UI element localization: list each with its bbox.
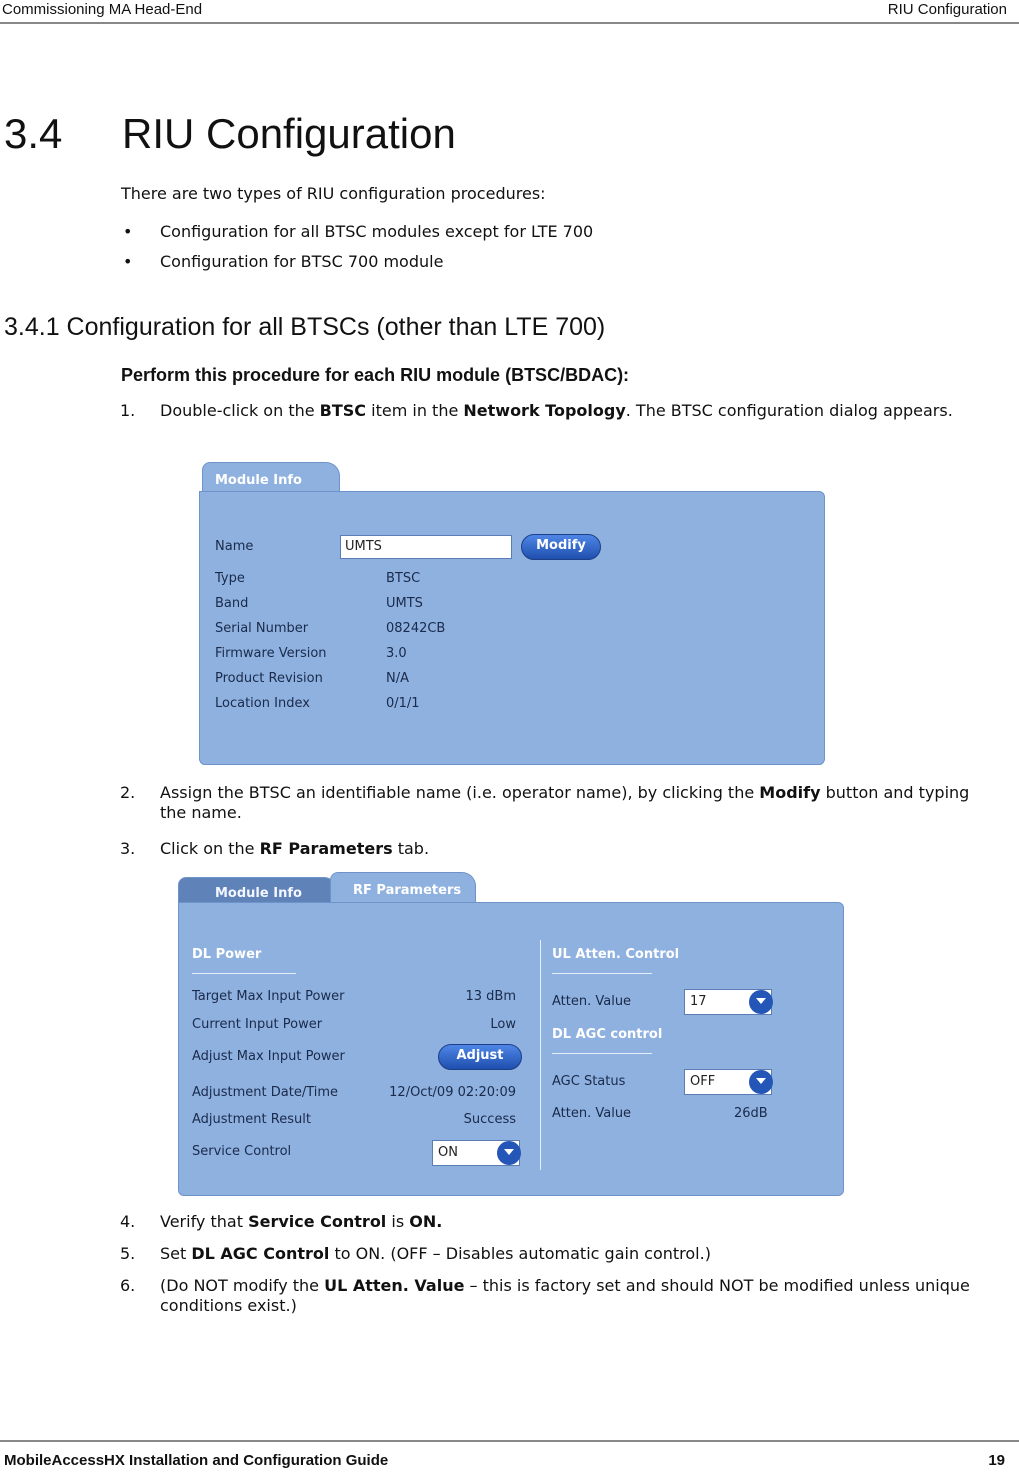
serial-value: 08242CB: [386, 621, 446, 636]
band-label: Band: [215, 596, 249, 611]
step-text: Verify that: [160, 1212, 249, 1231]
bullet-item: • Configuration for all BTSC modules except for LTE 700: [160, 222, 1000, 242]
ul-atten-heading: UL Atten. Control: [552, 947, 680, 962]
agc-atten-label: Atten. Value: [552, 1106, 632, 1121]
step-bold: BTSC: [319, 401, 367, 420]
step-number: 2.: [120, 783, 136, 802]
section-title: [4, 110, 456, 158]
adj-date-value: 12/Oct/09 02:20:09: [389, 1085, 516, 1100]
page-footer: [0, 1440, 1019, 1442]
step-bold: ON.: [409, 1212, 443, 1231]
tab-module-info[interactable]: Module Info: [202, 462, 340, 498]
ul-atten-value-label: Atten. Value: [552, 994, 632, 1009]
step-text: Click on the: [160, 839, 260, 858]
divider: [192, 973, 296, 974]
adjust-max-label: Adjust Max Input Power: [192, 1049, 345, 1064]
name-label: Name: [215, 539, 254, 554]
step-number: 5.: [120, 1244, 136, 1263]
adjust-button[interactable]: Adjust: [438, 1044, 522, 1070]
divider: [552, 973, 652, 974]
agc-status-value: OFF: [690, 1074, 716, 1089]
agc-atten-value: 26dB: [734, 1106, 768, 1121]
firmware-label: Firmware Version: [215, 646, 327, 661]
step-text: . The BTSC configuration dialog appears.: [625, 401, 953, 420]
step-text: Double-click on the: [160, 401, 320, 420]
current-input-value: Low: [490, 1017, 516, 1032]
step-5: [120, 1244, 1000, 1264]
step-6: [120, 1276, 1000, 1315]
service-control-select[interactable]: [432, 1140, 520, 1166]
section-number: 3.4: [4, 110, 63, 157]
service-control-label: Service Control: [192, 1144, 292, 1159]
type-value: BTSC: [386, 571, 421, 586]
step-bold: Service Control: [248, 1212, 387, 1231]
step-text: is: [386, 1212, 410, 1231]
step-3: [120, 839, 1000, 859]
dl-power-heading: DL Power: [192, 947, 262, 962]
section-title-text: RIU Configuration: [122, 110, 456, 157]
firmware-value: 3.0: [386, 646, 407, 661]
ul-atten-value: 17: [690, 994, 707, 1009]
location-label: Location Index: [215, 696, 310, 711]
subsection-title: 3.4.1 Configuration for all BTSCs (other than LTE 700): [4, 313, 606, 341]
footer-left: MobileAccessHX Installation and Configuration Guide: [4, 1452, 389, 1469]
chevron-down-icon[interactable]: [749, 990, 773, 1014]
step-bold: Modify: [759, 783, 821, 802]
step-1: [120, 401, 1000, 421]
column-divider: [540, 940, 541, 1170]
target-max-value: 13 dBm: [465, 989, 516, 1004]
service-control-value: ON: [438, 1145, 458, 1160]
step-text: to ON. (OFF – Disables automatic gain control.): [329, 1244, 711, 1263]
agc-status-label: AGC Status: [552, 1074, 626, 1089]
adj-result-label: Adjustment Result: [192, 1112, 311, 1127]
revision-label: Product Revision: [215, 671, 323, 686]
intro-text: There are two types of RIU configuration procedures:: [121, 184, 546, 203]
step-4: [120, 1212, 1000, 1232]
band-value: UMTS: [386, 596, 423, 611]
bullet-item: • Configuration for BTSC 700 module: [160, 252, 1000, 272]
step-text: item in the: [366, 401, 464, 420]
step-text: tab.: [392, 839, 430, 858]
step-bold: UL Atten. Value: [324, 1276, 465, 1295]
chevron-down-icon[interactable]: [749, 1070, 773, 1094]
tab-module-info[interactable]: Module Info: [178, 877, 338, 909]
step-number: 1.: [120, 401, 136, 420]
step-number: 4.: [120, 1212, 136, 1231]
divider: [552, 1053, 652, 1054]
ul-atten-select[interactable]: [684, 989, 772, 1015]
target-max-label: Target Max Input Power: [192, 989, 345, 1004]
step-text: – this is factory set and should NOT be modified unless unique conditions exist.): [160, 1276, 970, 1315]
adj-result-value: Success: [463, 1112, 516, 1127]
adj-date-label: Adjustment Date/Time: [192, 1085, 339, 1100]
step-text: (Do NOT modify the: [160, 1276, 325, 1295]
agc-status-select[interactable]: [684, 1069, 772, 1095]
name-input[interactable]: UMTS: [340, 535, 512, 559]
type-label: Type: [215, 571, 245, 586]
modify-button[interactable]: Modify: [521, 534, 601, 560]
procedure-heading: Perform this procedure for each RIU module (BTSC/BDAC):: [121, 365, 630, 385]
step-bold: Network Topology: [463, 401, 626, 420]
dl-agc-heading: DL AGC control: [552, 1027, 663, 1042]
tab-rf-parameters[interactable]: RF Parameters: [330, 872, 476, 908]
rf-parameters-dialog: [176, 870, 844, 1200]
step-text: button and typing the name.: [160, 783, 970, 822]
step-number: 3.: [120, 839, 136, 858]
header-right: RIU Configuration: [887, 1, 1007, 18]
step-bold: RF Parameters: [259, 839, 393, 858]
serial-label: Serial Number: [215, 621, 309, 636]
location-value: 0/1/1: [386, 696, 420, 711]
module-info-dialog: [185, 458, 825, 768]
page-number: 19: [988, 1452, 1005, 1469]
step-bold: DL AGC Control: [191, 1244, 330, 1263]
current-input-label: Current Input Power: [192, 1017, 323, 1032]
chevron-down-icon[interactable]: [497, 1141, 521, 1165]
step-2: [120, 783, 1000, 822]
step-text: Assign the BTSC an identifiable name (i.e. operator name), by clicking the: [160, 783, 760, 802]
header-left: Commissioning MA Head-End: [2, 1, 203, 18]
step-number: 6.: [120, 1276, 136, 1295]
revision-value: N/A: [386, 671, 409, 686]
step-text: Set: [160, 1244, 192, 1263]
